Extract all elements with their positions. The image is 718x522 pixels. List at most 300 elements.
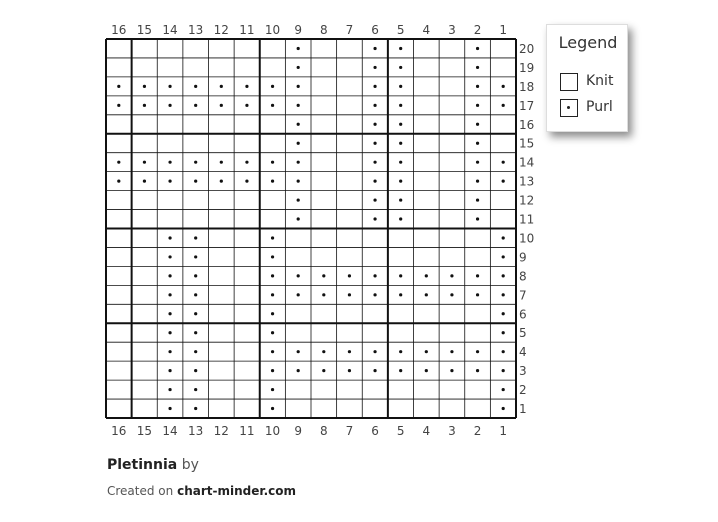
chart-cell [414, 399, 440, 418]
chart-cell [132, 304, 158, 323]
chart-cell [209, 58, 235, 77]
purl-dot [373, 369, 376, 372]
purl-dot [297, 104, 300, 107]
purl-dot [297, 180, 300, 183]
chart-cell [439, 172, 465, 191]
chart-cell [362, 323, 388, 342]
chart-cell [337, 304, 363, 323]
purl-dot [502, 236, 505, 239]
purl-dot [450, 274, 453, 277]
chart-cell [465, 399, 491, 418]
purl-dot [373, 293, 376, 296]
purl-dot [399, 85, 402, 88]
chart-cell [414, 229, 440, 248]
chart-cell [337, 134, 363, 153]
chart-cell [414, 380, 440, 399]
purl-dot [502, 369, 505, 372]
purl-dot [271, 369, 274, 372]
chart-cell [132, 134, 158, 153]
chart-cell [439, 304, 465, 323]
purl-dot [322, 293, 325, 296]
credit-line [107, 484, 296, 498]
chart-cell [106, 115, 132, 134]
chart-cell [260, 115, 286, 134]
purl-dot [425, 293, 428, 296]
chart-cell [337, 96, 363, 115]
chart-cell [311, 39, 337, 58]
chart-cell [285, 323, 311, 342]
row-label: 10 [519, 231, 535, 246]
purl-dot [271, 180, 274, 183]
chart-cell [183, 210, 209, 229]
purl-dot [168, 104, 171, 107]
chart-cell [311, 210, 337, 229]
chart-cell [311, 134, 337, 153]
chart-cell [285, 247, 311, 266]
purl-dot [399, 293, 402, 296]
chart-cell [234, 191, 260, 210]
chart-cell [439, 77, 465, 96]
chart-cell [106, 39, 132, 58]
purl-dot [194, 312, 197, 315]
chart-cell [106, 323, 132, 342]
purl-dot [271, 161, 274, 164]
purl-dot [348, 274, 351, 277]
chart-cell [157, 39, 183, 58]
purl-dot [399, 274, 402, 277]
chart-cell [414, 96, 440, 115]
purl-dot [297, 293, 300, 296]
chart-cell [234, 229, 260, 248]
chart-cell [414, 153, 440, 172]
purl-dot [117, 161, 120, 164]
purl-dot [450, 369, 453, 372]
purl-dot [502, 85, 505, 88]
purl-dot [476, 293, 479, 296]
chart-cell [209, 266, 235, 285]
purl-dot [194, 293, 197, 296]
purl-dot [322, 350, 325, 353]
chart-cell [414, 77, 440, 96]
purl-dot [220, 104, 223, 107]
chart-cell [209, 361, 235, 380]
purl-dot [476, 369, 479, 372]
chart-cell [132, 247, 158, 266]
chart-cell [209, 115, 235, 134]
purl-dot [117, 180, 120, 183]
chart-cell [132, 115, 158, 134]
chart-cell [106, 58, 132, 77]
chart-cell [260, 39, 286, 58]
chart-cell [234, 304, 260, 323]
chart-cell [337, 229, 363, 248]
column-label-bottom: 9 [294, 424, 303, 438]
purl-dot [168, 407, 171, 410]
purl-dot [297, 198, 300, 201]
purl-dot [476, 104, 479, 107]
chart-cell [465, 304, 491, 323]
column-label-top: 14 [162, 23, 178, 37]
row-label: 11 [519, 212, 535, 227]
chart-cell [157, 115, 183, 134]
purl-dot [425, 350, 428, 353]
purl-dot [322, 274, 325, 277]
row-label: 13 [519, 174, 535, 189]
chart-cell [183, 191, 209, 210]
purl-dot [373, 180, 376, 183]
chart-cell [132, 285, 158, 304]
column-label-top: 2 [473, 23, 482, 37]
purl-dot [168, 255, 171, 258]
purl-dot [425, 274, 428, 277]
purl-dot [476, 350, 479, 353]
purl-dot [271, 350, 274, 353]
row-label: 17 [519, 98, 535, 113]
chart-cell [106, 191, 132, 210]
purl-dot [194, 255, 197, 258]
legend-label-purl: Purl [586, 99, 613, 115]
chart-cell [234, 247, 260, 266]
purl-dot [168, 369, 171, 372]
chart-cell [234, 323, 260, 342]
chart-cell [209, 229, 235, 248]
purl-dot [399, 123, 402, 126]
chart-cell [388, 304, 414, 323]
purl-dot [271, 331, 274, 334]
row-label: 16 [519, 117, 535, 132]
chart-cell [183, 115, 209, 134]
chart-cell [414, 134, 440, 153]
purl-dot [502, 274, 505, 277]
chart-cell [183, 58, 209, 77]
row-label: 15 [519, 136, 535, 151]
purl-dot [373, 142, 376, 145]
chart-cell [362, 247, 388, 266]
purl-dot [194, 407, 197, 410]
purl-dot [476, 66, 479, 69]
chart-cell [285, 380, 311, 399]
pattern-by: by [181, 457, 199, 473]
purl-dot [502, 255, 505, 258]
purl-dot [373, 198, 376, 201]
chart-cell [414, 58, 440, 77]
column-label-top: 7 [345, 23, 354, 37]
row-label: 18 [519, 79, 535, 94]
legend-title: Legend [558, 33, 618, 52]
chart-cell [234, 134, 260, 153]
purl-dot [502, 293, 505, 296]
chart-cell [157, 58, 183, 77]
purl-dot [271, 312, 274, 315]
chart-cell [285, 399, 311, 418]
chart-cell [311, 247, 337, 266]
row-label: 8 [519, 269, 527, 284]
chart-cell [490, 210, 516, 229]
purl-dot [476, 161, 479, 164]
chart-cell [465, 380, 491, 399]
chart-cell [439, 153, 465, 172]
purl-dot [194, 369, 197, 372]
chart-cell [311, 77, 337, 96]
chart-cell [388, 399, 414, 418]
purl-dot [399, 350, 402, 353]
chart-cell [132, 399, 158, 418]
chart-cell [414, 323, 440, 342]
purl-dot [348, 293, 351, 296]
chart-cell [132, 266, 158, 285]
purl-dot [373, 161, 376, 164]
purl-dot [399, 180, 402, 183]
chart-cell [183, 39, 209, 58]
dot-square-icon [560, 99, 578, 117]
chart-cell [362, 399, 388, 418]
purl-dot [373, 350, 376, 353]
chart-cell [337, 399, 363, 418]
chart-cell [337, 380, 363, 399]
column-label-bottom: 11 [239, 424, 255, 438]
purl-dot [297, 123, 300, 126]
chart-cell [234, 58, 260, 77]
chart-cell [337, 39, 363, 58]
column-label-bottom: 5 [396, 424, 405, 438]
column-label-bottom: 16 [111, 424, 127, 438]
purl-dot [194, 104, 197, 107]
chart-cell [285, 304, 311, 323]
purl-dot [450, 350, 453, 353]
chart-cell [337, 115, 363, 134]
chart-cell [311, 304, 337, 323]
purl-dot [168, 85, 171, 88]
chart-cell [311, 399, 337, 418]
row-label: 7 [519, 288, 527, 303]
chart-cell [490, 134, 516, 153]
purl-dot [399, 47, 402, 50]
purl-dot [373, 217, 376, 220]
chart-cell [234, 361, 260, 380]
purl-dot [168, 388, 171, 391]
purl-dot [143, 104, 146, 107]
column-label-top: 12 [213, 23, 229, 37]
purl-dot [476, 142, 479, 145]
purl-dot [271, 85, 274, 88]
chart-cell [490, 191, 516, 210]
chart-cell [439, 210, 465, 229]
chart-cell [490, 115, 516, 134]
purl-dot [271, 407, 274, 410]
column-label-bottom: 13 [188, 424, 204, 438]
chart-cell [337, 323, 363, 342]
purl-dot [399, 104, 402, 107]
chart-cell [157, 210, 183, 229]
purl-dot [194, 350, 197, 353]
column-label-top: 15 [136, 23, 153, 37]
purl-dot [194, 85, 197, 88]
row-label: 3 [519, 364, 527, 379]
purl-dot [322, 369, 325, 372]
pattern-title [107, 457, 199, 473]
chart-cell [106, 229, 132, 248]
purl-dot [297, 274, 300, 277]
chart-cell [132, 210, 158, 229]
chart-cell [209, 323, 235, 342]
chart-cell [311, 115, 337, 134]
chart-cell [106, 342, 132, 361]
purl-dot [373, 66, 376, 69]
purl-dot [373, 85, 376, 88]
chart-cell [106, 380, 132, 399]
chart-cell [311, 380, 337, 399]
purl-dot [245, 85, 248, 88]
site-link[interactable]: chart-minder.com [177, 484, 296, 498]
purl-dot [476, 85, 479, 88]
chart-cell [388, 380, 414, 399]
purl-dot [194, 180, 197, 183]
chart-cell [234, 342, 260, 361]
row-label: 12 [519, 193, 535, 208]
chart-cell [209, 247, 235, 266]
chart-cell [106, 361, 132, 380]
purl-dot [399, 66, 402, 69]
column-label-top: 1 [499, 23, 508, 37]
purl-dot [271, 274, 274, 277]
row-label: 9 [519, 250, 527, 265]
purl-dot [245, 180, 248, 183]
column-label-top: 8 [319, 23, 328, 37]
purl-dot [399, 198, 402, 201]
chart-cell [311, 172, 337, 191]
column-label-bottom: 8 [319, 424, 328, 438]
chart-cell [311, 153, 337, 172]
chart-cell [132, 58, 158, 77]
purl-dot [502, 104, 505, 107]
purl-dot [194, 274, 197, 277]
column-label-top: 10 [264, 23, 281, 37]
column-label-top: 16 [111, 23, 127, 37]
purl-dot [220, 161, 223, 164]
purl-dot [245, 104, 248, 107]
purl-dot [168, 274, 171, 277]
purl-dot [271, 255, 274, 258]
chart-cell [414, 115, 440, 134]
purl-dot [297, 369, 300, 372]
purl-dot [271, 236, 274, 239]
purl-dot [297, 142, 300, 145]
chart-cell [311, 191, 337, 210]
chart-cell [132, 380, 158, 399]
chart-cell [132, 323, 158, 342]
column-label-bottom: 12 [213, 424, 229, 438]
pattern-name: Pletinnia [107, 457, 178, 473]
purl-dot [245, 161, 248, 164]
purl-dot [348, 369, 351, 372]
column-label-bottom: 15 [136, 424, 153, 438]
purl-dot [297, 47, 300, 50]
purl-dot [143, 161, 146, 164]
chart-cell [209, 399, 235, 418]
column-label-bottom: 4 [422, 424, 431, 438]
row-label: 5 [519, 326, 527, 341]
chart-cell [157, 134, 183, 153]
chart-cell [337, 58, 363, 77]
purl-dot [194, 236, 197, 239]
chart-cell [388, 229, 414, 248]
purl-dot [168, 236, 171, 239]
purl-dot [476, 217, 479, 220]
chart-cell [362, 229, 388, 248]
purl-dot [373, 47, 376, 50]
row-label: 4 [519, 345, 527, 360]
chart-cell [439, 115, 465, 134]
chart-cell [132, 191, 158, 210]
chart-cell [414, 172, 440, 191]
purl-dot [168, 180, 171, 183]
chart-cell [337, 191, 363, 210]
purl-dot [297, 85, 300, 88]
chart-cell [209, 285, 235, 304]
purl-dot [450, 293, 453, 296]
row-label: 6 [519, 307, 527, 322]
legend-label-knit: Knit [586, 73, 614, 89]
chart-cell [414, 191, 440, 210]
chart-cell [260, 210, 286, 229]
purl-dot [399, 161, 402, 164]
chart-cell [132, 229, 158, 248]
purl-dot [399, 369, 402, 372]
chart-cell [362, 304, 388, 323]
chart-cell [260, 134, 286, 153]
column-label-bottom: 3 [448, 424, 456, 438]
row-label: 2 [519, 383, 527, 398]
chart-cell [337, 210, 363, 229]
chart-cell [439, 134, 465, 153]
chart-cell [209, 191, 235, 210]
chart-cell [209, 39, 235, 58]
chart-cell [132, 39, 158, 58]
chart-cell [439, 39, 465, 58]
chart-gridlines [106, 39, 516, 418]
purl-dot [297, 161, 300, 164]
purl-dot [502, 388, 505, 391]
purl-dot [399, 217, 402, 220]
purl-dot [502, 312, 505, 315]
chart-cell [234, 210, 260, 229]
chart-cell [209, 134, 235, 153]
purl-dot [194, 388, 197, 391]
purl-dot [399, 142, 402, 145]
column-label-bottom: 1 [499, 424, 508, 438]
chart-cell [209, 342, 235, 361]
legend-panel [546, 24, 628, 132]
column-label-top: 4 [422, 23, 431, 37]
purl-dot [476, 274, 479, 277]
chart-cell [132, 361, 158, 380]
purl-dot [476, 47, 479, 50]
row-label: 14 [519, 155, 535, 170]
chart-cell [260, 58, 286, 77]
chart-cell [234, 285, 260, 304]
column-label-top: 13 [188, 23, 204, 37]
chart-cell [209, 380, 235, 399]
chart-cell [337, 153, 363, 172]
row-label: 1 [519, 402, 527, 417]
chart-cell [209, 304, 235, 323]
chart-cell [157, 191, 183, 210]
purl-dot [143, 180, 146, 183]
created-on-text: Created on [107, 484, 174, 498]
chart-cell [234, 115, 260, 134]
purl-dot [168, 350, 171, 353]
chart-cell [106, 210, 132, 229]
